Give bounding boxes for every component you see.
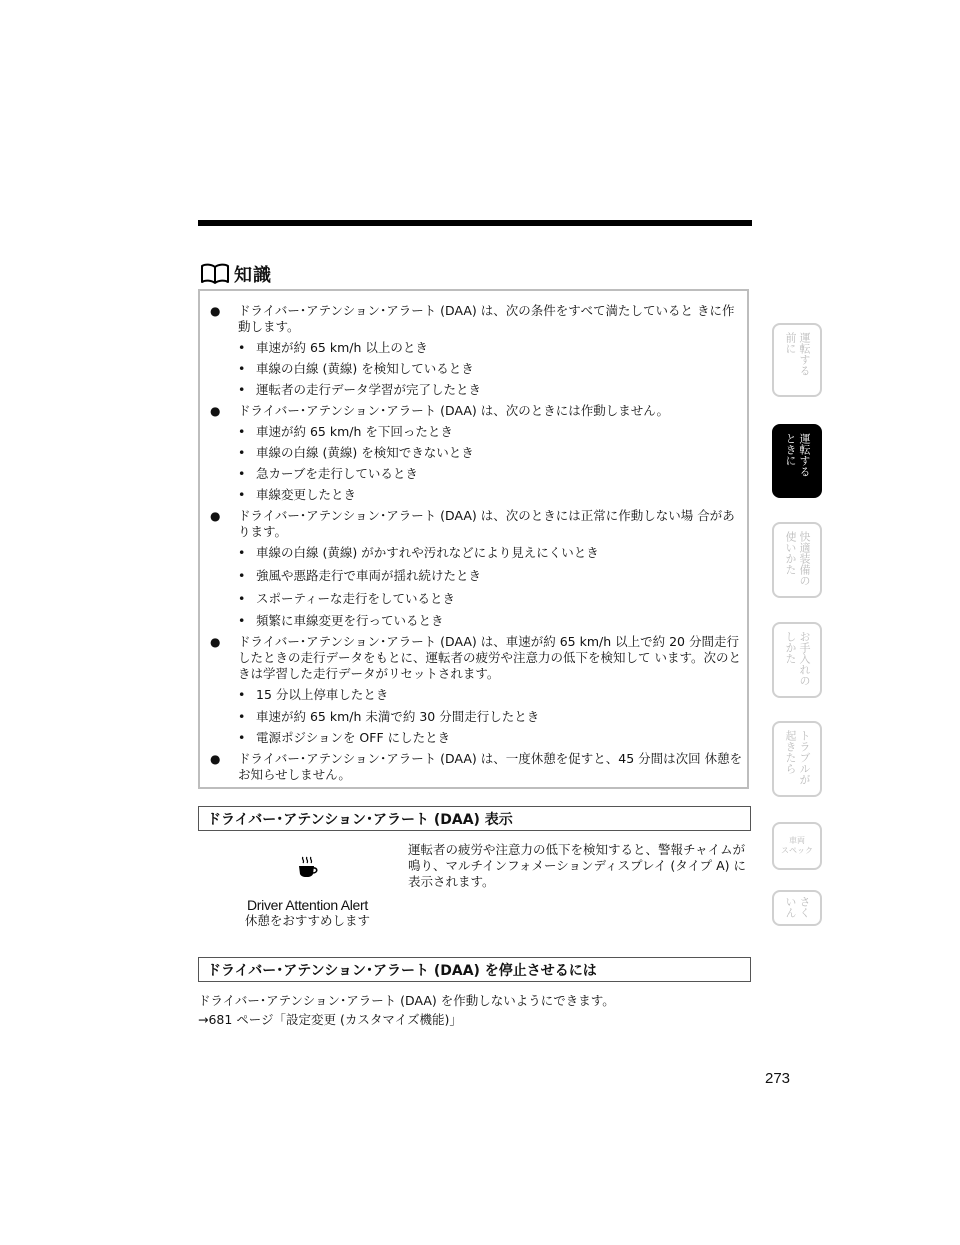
side-tab-equipment[interactable]: 快適装備の 使いかた [772, 522, 822, 598]
coffee-cup-icon [297, 855, 319, 879]
knowledge-item: ● ドライバー･アテンション･アラート (DAA) は、車速が約 65 km/h 以上で約 20 分間走行したときの走行データをもとに、運転者の疲労や注意力の低下を検知して います。次のときは学習した走行データがリセットされます。 [210, 634, 741, 681]
top-rule [198, 220, 752, 226]
side-tab-index[interactable]: さく いん [772, 890, 822, 926]
display-section-heading: ドライバー･アテンション･アラート (DAA) 表示 [198, 806, 751, 831]
knowledge-subitem: • スポーティーな走行をしているとき [238, 591, 456, 606]
knowledge-subitem: • 電源ポジションを OFF にしたとき [238, 730, 451, 745]
alert-description: 運転者の疲労や注意力の低下を検知すると、警報チャイムが鳴り、マルチインフォメーションディスプレイ (タイプ A) に表示されます。 [408, 842, 746, 889]
alert-text-english: Driver Attention Alert [246, 897, 368, 913]
knowledge-subitem: • 車速が約 65 km/h 以上のとき [238, 340, 428, 355]
side-tab-trouble[interactable]: トラブルが 起きたら [772, 721, 822, 797]
knowledge-subitem: • 車速が約 65 km/h を下回ったとき [238, 424, 453, 439]
page-number: 273 [765, 1070, 791, 1087]
knowledge-item: ● ドライバー･アテンション･アラート (DAA) は、次のときには作動しません。 [210, 403, 669, 418]
knowledge-subitem: • 車線の白線 (黄線) を検知できないとき [238, 445, 474, 460]
stop-description: ドライバー･アテンション･アラート (DAA) を作動しないようにできます。 [198, 993, 615, 1008]
knowledge-item: ● ドライバー･アテンション･アラート (DAA) は、次のときには正常に作動しない場 合があります。 [210, 508, 735, 539]
knowledge-subitem: • 運転者の走行データ学習が完了したとき [238, 382, 482, 397]
settings-reference-link[interactable]: →681 ページ「設定変更 (カスタマイズ機能)」 [198, 1012, 462, 1027]
knowledge-subitem: • 強風や悪路走行で車両が揺れ続けたとき [238, 568, 482, 583]
book-icon [200, 262, 230, 286]
side-tab-while-driving[interactable]: 運転する ときに [772, 424, 822, 498]
alert-display-figure [230, 855, 385, 929]
stop-section-heading: ドライバー･アテンション･アラート (DAA) を停止させるには [198, 957, 751, 982]
side-tab-before-driving[interactable]: 運転する 前に [772, 323, 822, 397]
knowledge-subitem: • 15 分以上停車したとき [238, 687, 389, 702]
knowledge-subitem: • 急カーブを走行しているとき [238, 466, 418, 481]
knowledge-item: ● ドライバー･アテンション･アラート (DAA) は、一度休憩を促すと、45 分間は次回 休憩をお知らせしません。 [210, 751, 743, 782]
side-tab-specs[interactable]: 車両 スペック [772, 822, 822, 870]
knowledge-subitem: • 車線の白線 (黄線) を検知しているとき [238, 361, 474, 376]
side-tab-maintenance[interactable]: お手入れの しかた [772, 622, 822, 698]
knowledge-heading [200, 261, 272, 287]
knowledge-item: ● ドライバー･アテンション･アラート (DAA) は、次の条件をすべて満たしていると きに作動します。 [210, 303, 735, 334]
knowledge-subitem: • 車速が約 65 km/h 未満で約 30 分間走行したとき [238, 709, 540, 724]
alert-text-japanese: 休憩をおすすめします [244, 913, 371, 928]
knowledge-box [198, 289, 749, 789]
knowledge-subitem: • 車線変更したとき [238, 487, 357, 502]
knowledge-subitem: • 車線の白線 (黄線) がかすれや汚れなどにより見えにくいとき [238, 545, 599, 560]
knowledge-title: 知識 [234, 265, 272, 286]
knowledge-subitem: • 頻繁に車線変更を行っているとき [238, 613, 444, 628]
